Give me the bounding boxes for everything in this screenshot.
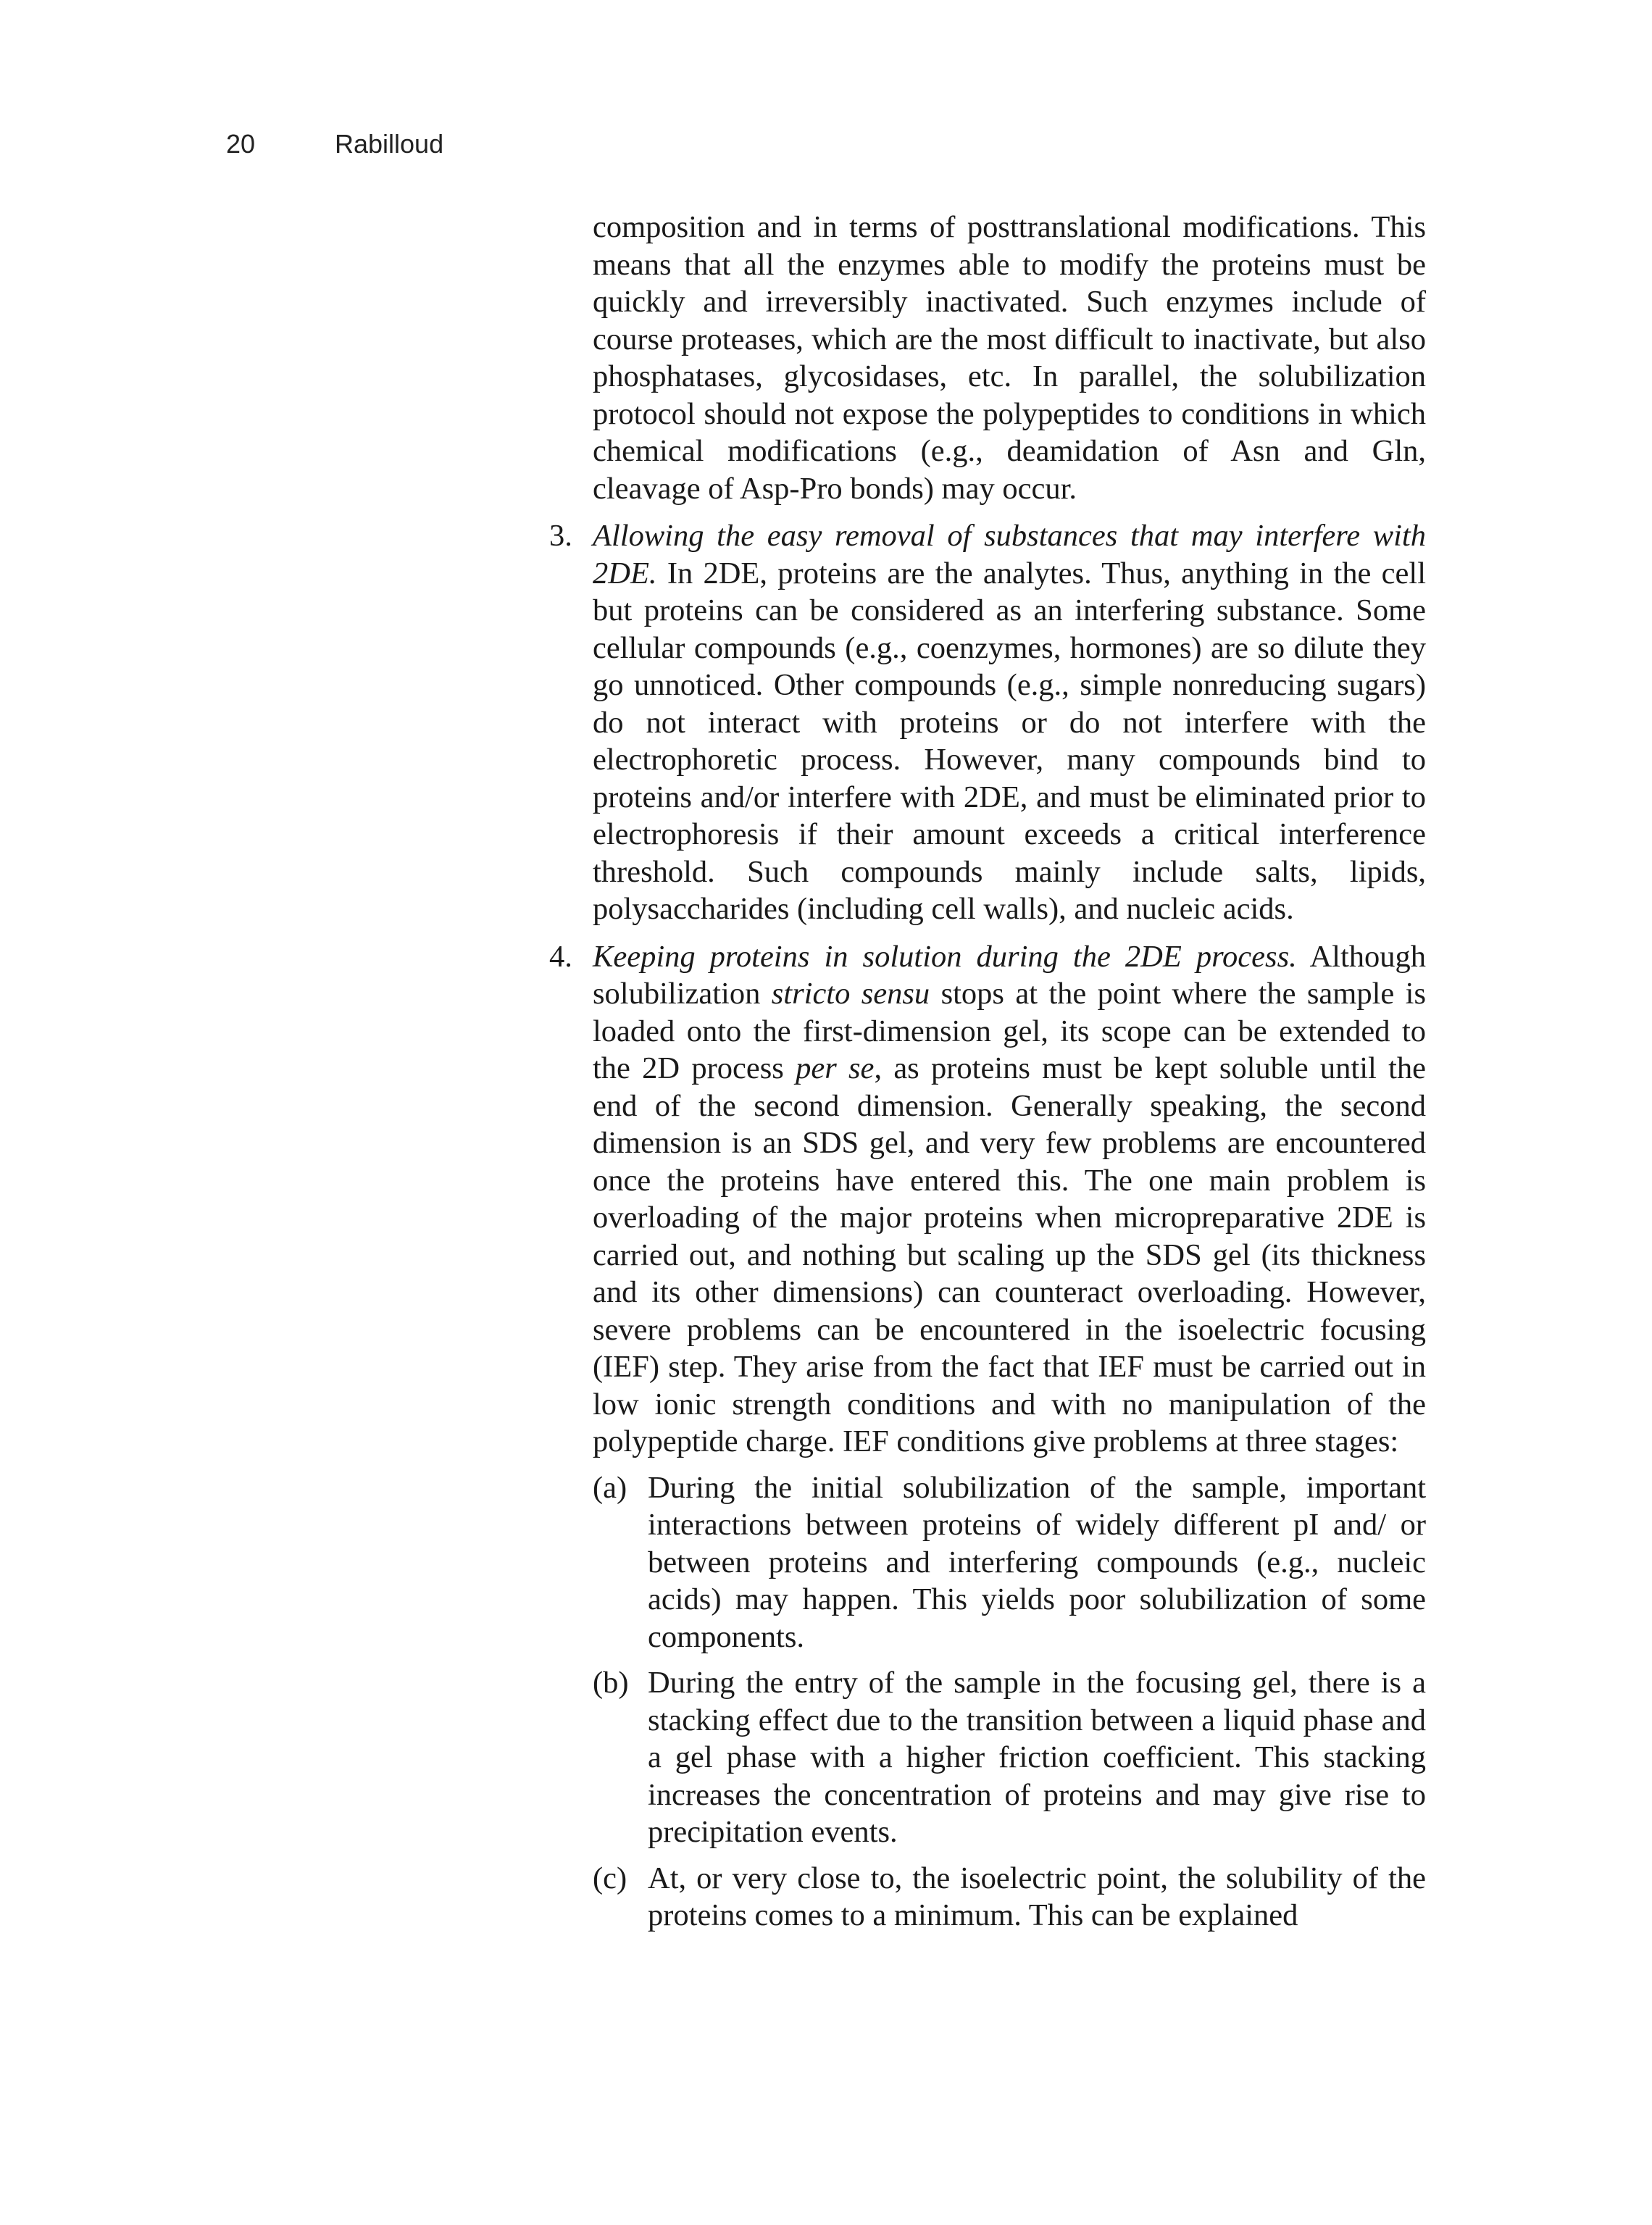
page-number: 20	[226, 129, 256, 159]
running-head	[226, 129, 443, 159]
sub-item-c	[593, 1860, 1426, 1934]
item-text: Although solubilization	[593, 939, 1427, 1011]
item-number: 3.	[549, 519, 572, 553]
sub-item-label: (a)	[593, 1470, 627, 1505]
sub-item-text: During the entry of the sample in the focusing gel, there is a stacking effect due to the transition between a liquid phase and a gel phase with a higher friction coefficient. This stacking increases the concentration of proteins and may give rise to precipitation events.	[648, 1666, 1426, 1849]
sub-item-text: At, or very close to, the isoelectric point, the solubility of the proteins comes to a minimum. This can be explained	[648, 1861, 1426, 1932]
item-text: In 2DE, proteins are the analytes. Thus, anything in the cell but proteins can be considered as an interfering substance. Some cellular compounds (e.g., coenzymes, hormones) are so dilute they go unnoticed. Other compounds (e.g., simple nonreducing sugars) do not interact with proteins or do not interfere with the electrophoretic process. However, many compounds bind to proteins and/or interfere with 2DE, and must be eliminated prior to electrophoresis if their amount exceeds a critical interference threshold. Such compounds mainly include salts, lipids, polysaccharides (including cell walls), and nucleic acids.	[593, 556, 1427, 926]
item-text: stops at the point where the sample is loaded onto the first-dimension gel, its scope can be extended to the 2D process	[593, 977, 1426, 1085]
sub-item-text: During the initial solubilization of the sample, important interactions between proteins of widely different pI and/ or between proteins and interfering compounds (e.g., nucleic acids) may happen. This yields poor solubilization of some components.	[648, 1470, 1426, 1654]
italic-term: per se	[796, 1051, 875, 1085]
italic-term: stricto sensu	[771, 977, 930, 1011]
item-paragraph	[593, 517, 1426, 928]
list-item-3	[549, 517, 1427, 928]
item-heading: Keeping proteins in solution during the 2DE process.	[593, 939, 1297, 974]
sub-item-label: (c)	[593, 1861, 627, 1895]
item-paragraph	[593, 938, 1426, 1461]
item-text: , as proteins must be kept soluble until the end of the second dimension. Generally speaking, the second dimension is an SDS gel, and very few problems are encountered once the proteins have entered this. The one main problem is overloading of the major proteins when micropreparative 2DE is carried out, and nothing but scaling up the SDS gel (its thickness and its other dimensions) can counteract overloading. However, severe problems can be encountered in the isoelectric focusing (IEF) step. They arise from the fact that IEF must be carried out in low ionic strength conditions and with no manipulation of the polypeptide charge. IEF conditions give problems at three stages:	[593, 1051, 1427, 1458]
item-heading: Allowing the easy removal of substances that may interfere with 2DE.	[593, 519, 1426, 590]
running-title: Rabilloud	[335, 129, 444, 159]
sub-item-label: (b)	[593, 1666, 629, 1700]
item-number: 4.	[549, 939, 572, 974]
body-text	[549, 209, 1427, 1943]
sub-item-a	[593, 1469, 1426, 1656]
list-item-4	[549, 938, 1427, 1934]
continuation-paragraph: composition and in terms of posttranslational modifications. This means that all the enzymes able to modify the proteins must be quickly and irreversibly inactivated. Such enzymes include of course proteases, which are the most difficult to inactivate, but also phosphatases, glycosidases, etc. In parallel, the solubilization protocol should not expose the polypeptides to conditions in which chemical modifications (e.g., deamidation of Asn and Gln, cleavage of Asp-Pro bonds) may occur.	[593, 210, 1426, 506]
sub-list	[593, 1469, 1426, 1934]
sub-item-b	[593, 1664, 1426, 1851]
